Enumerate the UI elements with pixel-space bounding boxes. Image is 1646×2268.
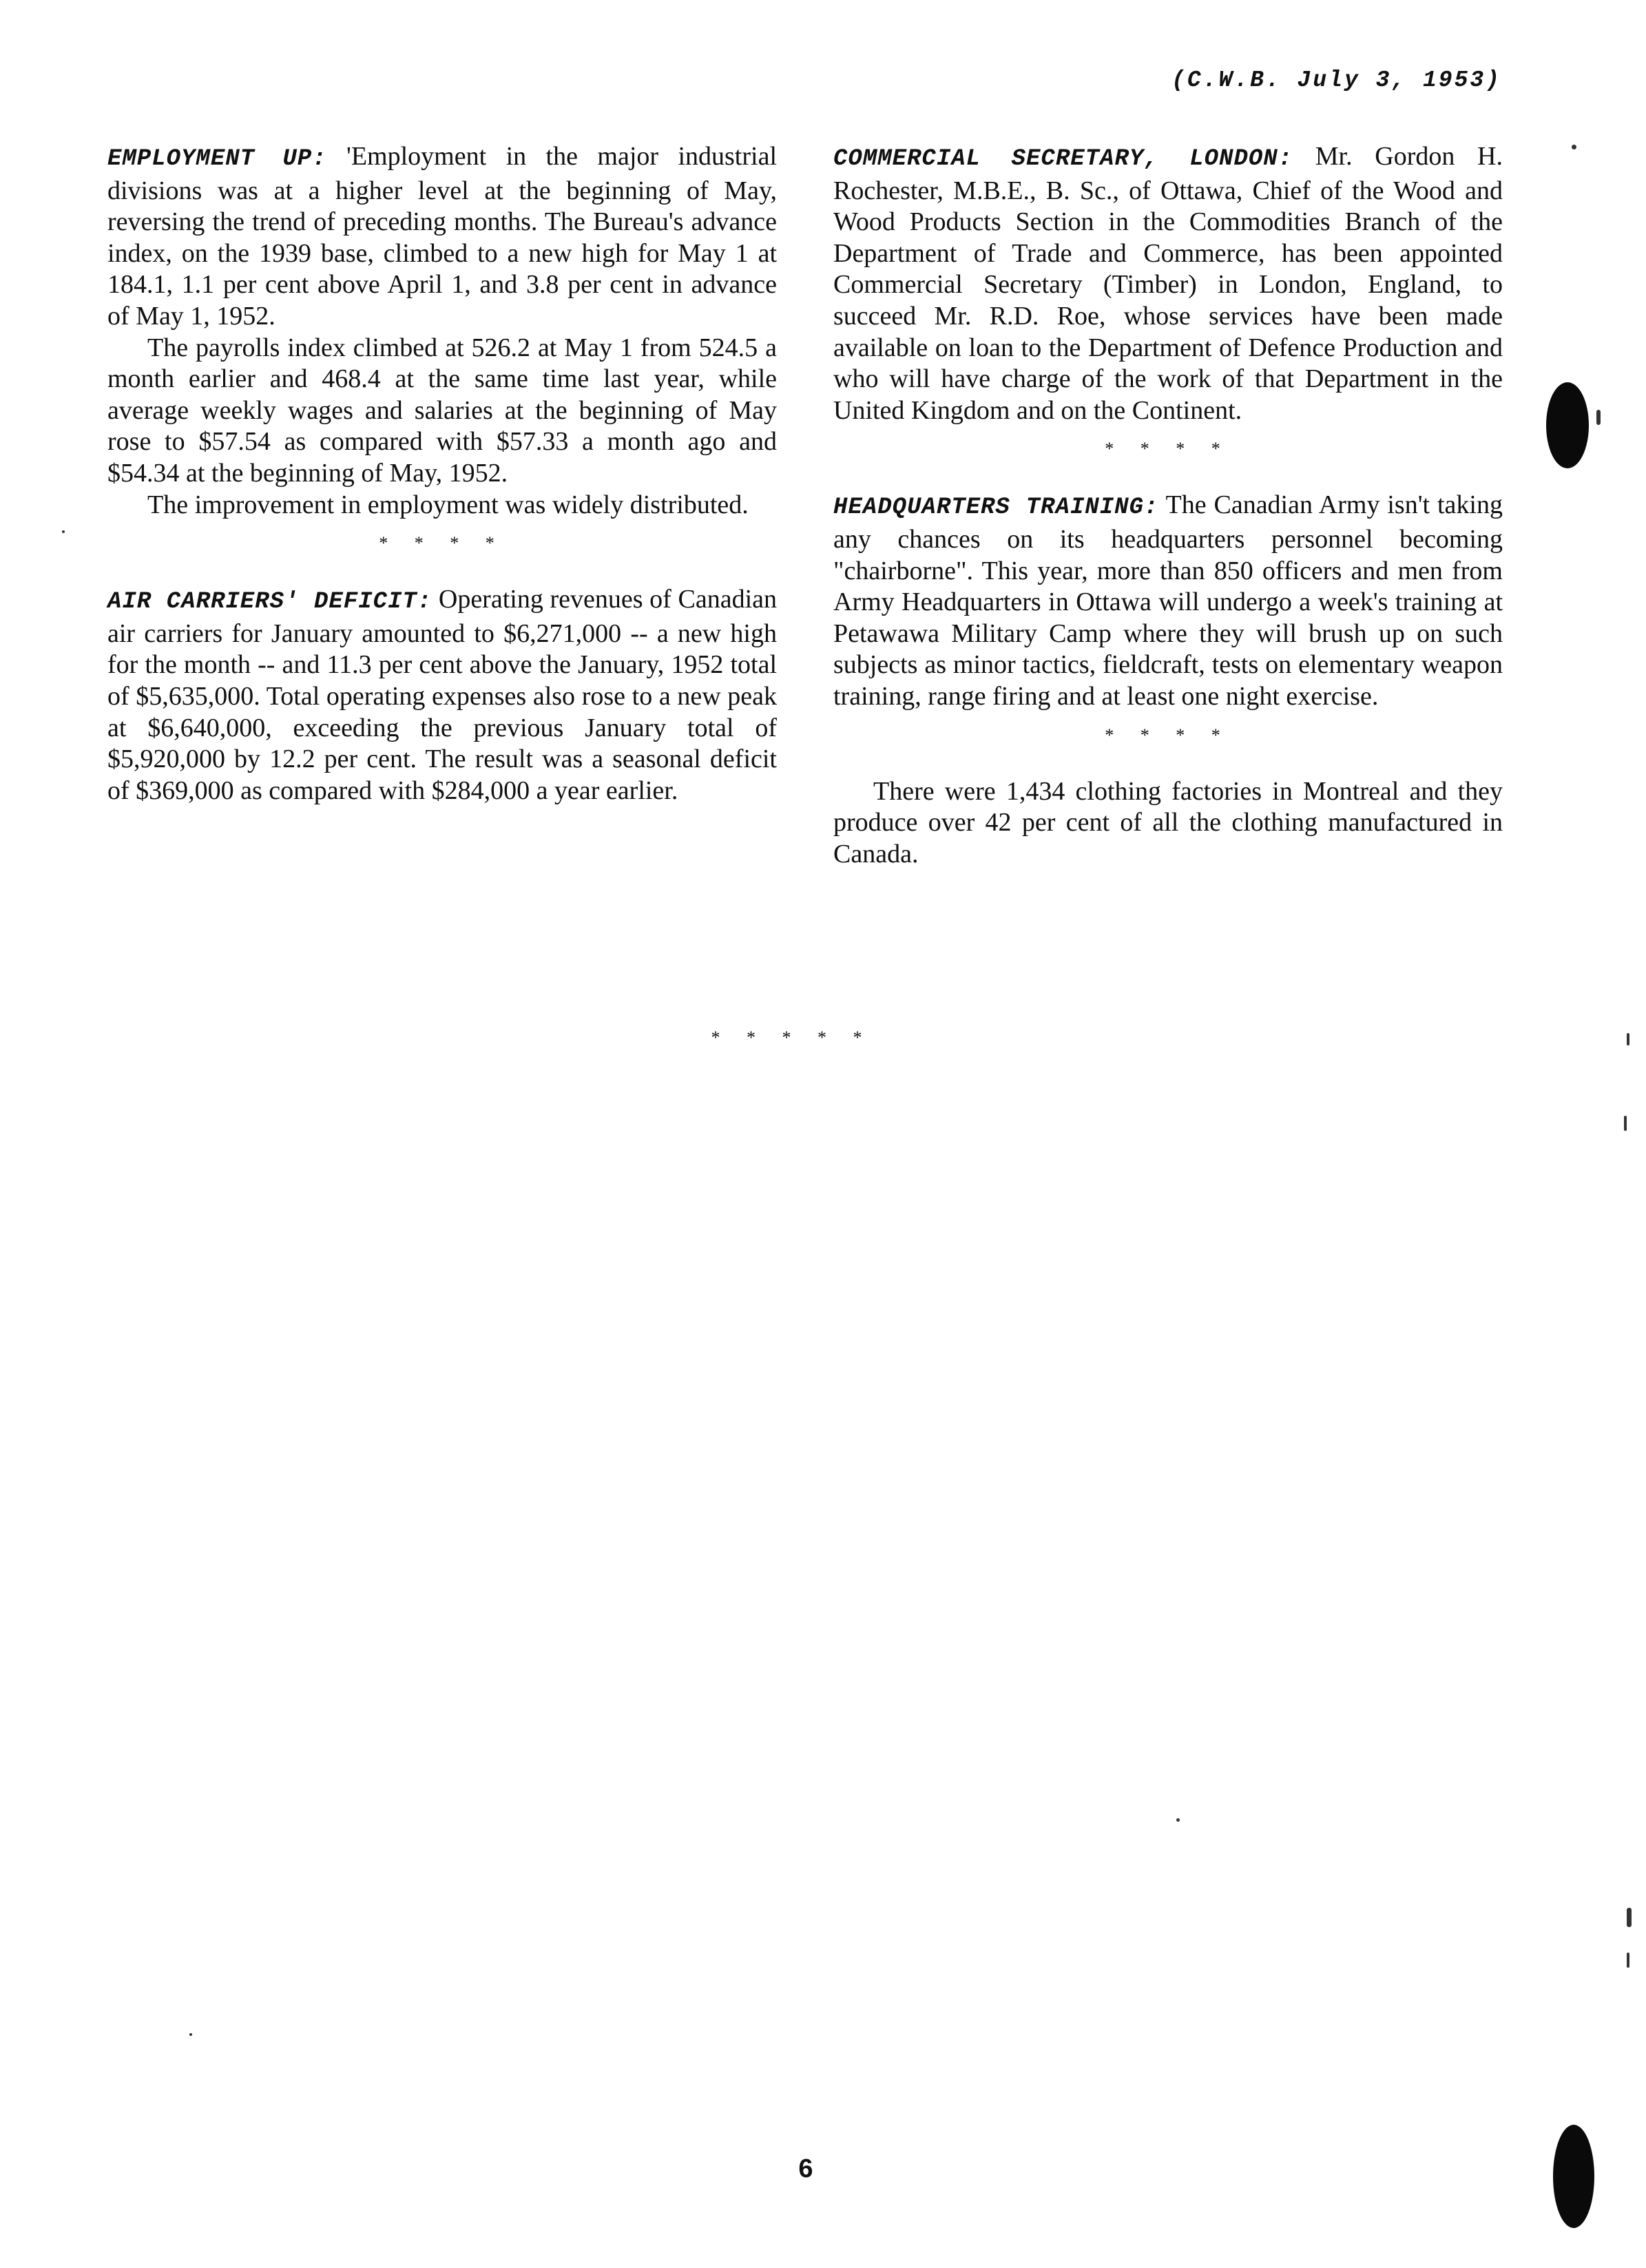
article-clothing-factories [833, 776, 1503, 871]
right-column [833, 141, 1503, 870]
speck-artifact [1627, 1953, 1629, 1968]
article-paragraph: The improvement in employment was widely distributed. [147, 490, 749, 519]
article-headline: EMPLOYMENT UP: [107, 146, 327, 172]
article-headline: AIR CARRIERS' DEFICIT: [107, 589, 433, 616]
section-separator: * * * * [1105, 439, 1231, 459]
article-text: The Canadian Army isn't taking any chances on its headquarters personnel becoming "chairborne". This year, more than 850 officers and men from Army Headquarters in Ottawa will undergo a week's training at Petawawa Military Camp where they will brush up on such subjects as minor tactics, fieldcraft, tests on elementary weapon training, range firing and at least one night exercise. [833, 490, 1503, 711]
bulletin-header: (C.W.B. July 3, 1953) [1171, 67, 1501, 93]
article-paragraph: There were 1,434 clothing factories in Montreal and they produce over 42 per cent of all the clothing manufactured in Canada. [833, 776, 1503, 868]
ink-blot-artifact [1546, 382, 1589, 468]
article-paragraph: The payrolls index climbed at 526.2 at May 1 from 524.5 a month earlier and 468.4 at the same time last year, while average weekly wages and salaries at the beginning of May rose to $57.54 as compared with $57.33 a month ago and $54.34 at the beginning of May, 1952. [107, 333, 777, 488]
article-paragraph [107, 584, 777, 807]
speck-artifact [62, 530, 65, 533]
article-text: 'Employment in the major industrial divisions was at a higher level at the beginning of May, reversing the trend of preceding months. The Bureau's advance index, on the 1939 base, climbed to a new high for May 1 at 184.1, 1.1 per cent above April 1, and 3.8 per cent in advance of May 1, 1952. [107, 142, 777, 331]
article-headline: COMMERCIAL SECRETARY, LONDON: [833, 146, 1293, 172]
article-headline: HEADQUARTERS TRAINING: [833, 495, 1159, 521]
article-commercial-secretary [833, 141, 1503, 426]
article-air-carriers-deficit [107, 584, 777, 807]
speck-artifact [1627, 1033, 1629, 1045]
article-employment-up [107, 141, 777, 521]
speck-artifact [1624, 1116, 1627, 1131]
article-text: Operating revenues of Canadian air carriers for January amounted to $6,271,000 -- a new high for the month -- and 11.3 per cent above the January, 1952 total of $5,635,000. Total operating expenses also rose to a new peak at $6,640,000, exceeding the previous January total of $5,920,000 by 12.2 per cent. The result was a seasonal deficit of $369,000 as compared with $284,000 a year earlier. [107, 585, 778, 805]
article-text: Mr. Gordon H. Rochester, M.B.E., B. Sc., of Ottawa, Chief of the Wood and Wood Products Section in the Commodities Branch of the Department of Trade and Commerce, has been appointed Commercial Secretary (Timber) in London, England, to succeed Mr. R.D. Roe, whose services have been made available on loan to the Department of Defence Production and who will have charge of the work of that Department in the United Kingdom and on the Continent. [833, 142, 1503, 425]
article-paragraph [107, 141, 777, 333]
speck-artifact [189, 2033, 192, 2036]
article-paragraph [833, 490, 1503, 712]
section-separator: * * * * [379, 533, 506, 554]
article-headquarters-training [833, 490, 1503, 712]
article-paragraph [833, 141, 1503, 426]
speck-artifact [1572, 145, 1576, 149]
page-number: 6 [798, 2154, 813, 2183]
speck-artifact [1596, 410, 1601, 425]
closing-separator: * * * * * [711, 1028, 873, 1048]
speck-artifact [1627, 1908, 1632, 1927]
section-separator: * * * * [1105, 725, 1231, 745]
ink-blot-artifact [1553, 2125, 1594, 2228]
left-column [107, 141, 777, 807]
speck-artifact [1176, 1818, 1180, 1822]
